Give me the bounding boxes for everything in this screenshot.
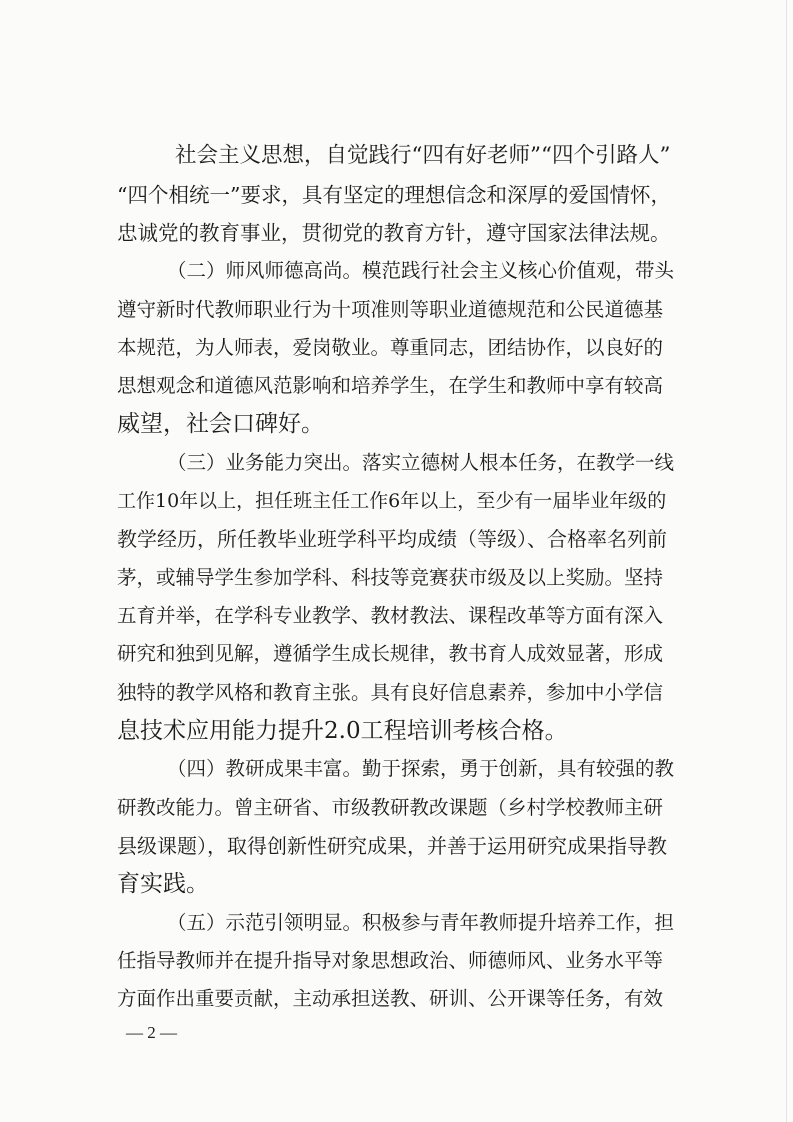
text-line: “四个相统一”要求，具有坚定的理想信念和深厚的爱国情怀， [117,183,671,207]
text-line: 息技术应用能力提升2.0工程培训考核合格。 [117,718,568,744]
text-line: 研教改能力。曾主研省、市级教研教改课题（乡村学校教师主研 [117,796,664,819]
text-line: 五育并举，在学科专业教学、教材教法、课程改革等方面有深入 [117,604,664,627]
text-line: （五）示范引领明显。积极参与青年教师提升培养工作，担 [167,911,675,934]
text-line: 威望，社会口碑好。 [117,411,324,437]
page-number: — 2 — [126,1023,177,1042]
text-line: 本规范，为人师表，爱岗敬业。尊重同志，团结协作，以良好的 [117,336,664,359]
text-line: 方面作出重要贡献，主动承担送教、研训、公开课等任务，有效 [117,987,664,1010]
text-line: 社会主义思想，自觉践行“四有好老师”“四个引路人” [175,143,671,168]
text-line: 工作10年以上，担任班主任工作6年以上，至少有一届毕业年级的 [117,490,667,512]
text-line: 遵守新时代教师职业行为十项准则等职业道德规范和公民道德基 [117,298,664,321]
text-line: 忠诚党的教育事业，贯彻党的教育方针，遵守国家法律法规。 [117,221,671,245]
text-line: 研究和独到见解，遵循学生成长规律，教书育人成效显著，形成 [117,642,664,665]
text-line: 县级课题），取得创新性研究成果，并善于运用研究成果指导教 [117,834,667,858]
text-line: 教学经历，所任教毕业班学科平均成绩（等级）、合格率名列前 [117,527,667,551]
text-line: （三）业务能力突出。落实立德树人根本任务，在教学一线 [167,451,675,474]
text-line: 独特的教学风格和教育主张。具有良好信息素养，参加中小学信 [117,681,664,704]
scan-edge-line [786,0,787,1122]
text-line: 育实践。 [117,871,209,897]
text-line: 茅，或辅导学生参加学科、科技等竞赛获市级及以上奖励。坚持 [117,566,664,589]
text-line: 思想观念和道德风范影响和培养学生，在学生和教师中享有较高 [117,374,664,397]
text-line: （二）师风师德高尚。模范践行社会主义核心价值观，带头 [167,259,675,282]
text-line: 任指导教师并在提升指导对象思想政治、师德师风、业务水平等 [117,949,664,972]
text-line: （四）教研成果丰富。勤于探索，勇于创新，具有较强的教 [167,757,675,780]
